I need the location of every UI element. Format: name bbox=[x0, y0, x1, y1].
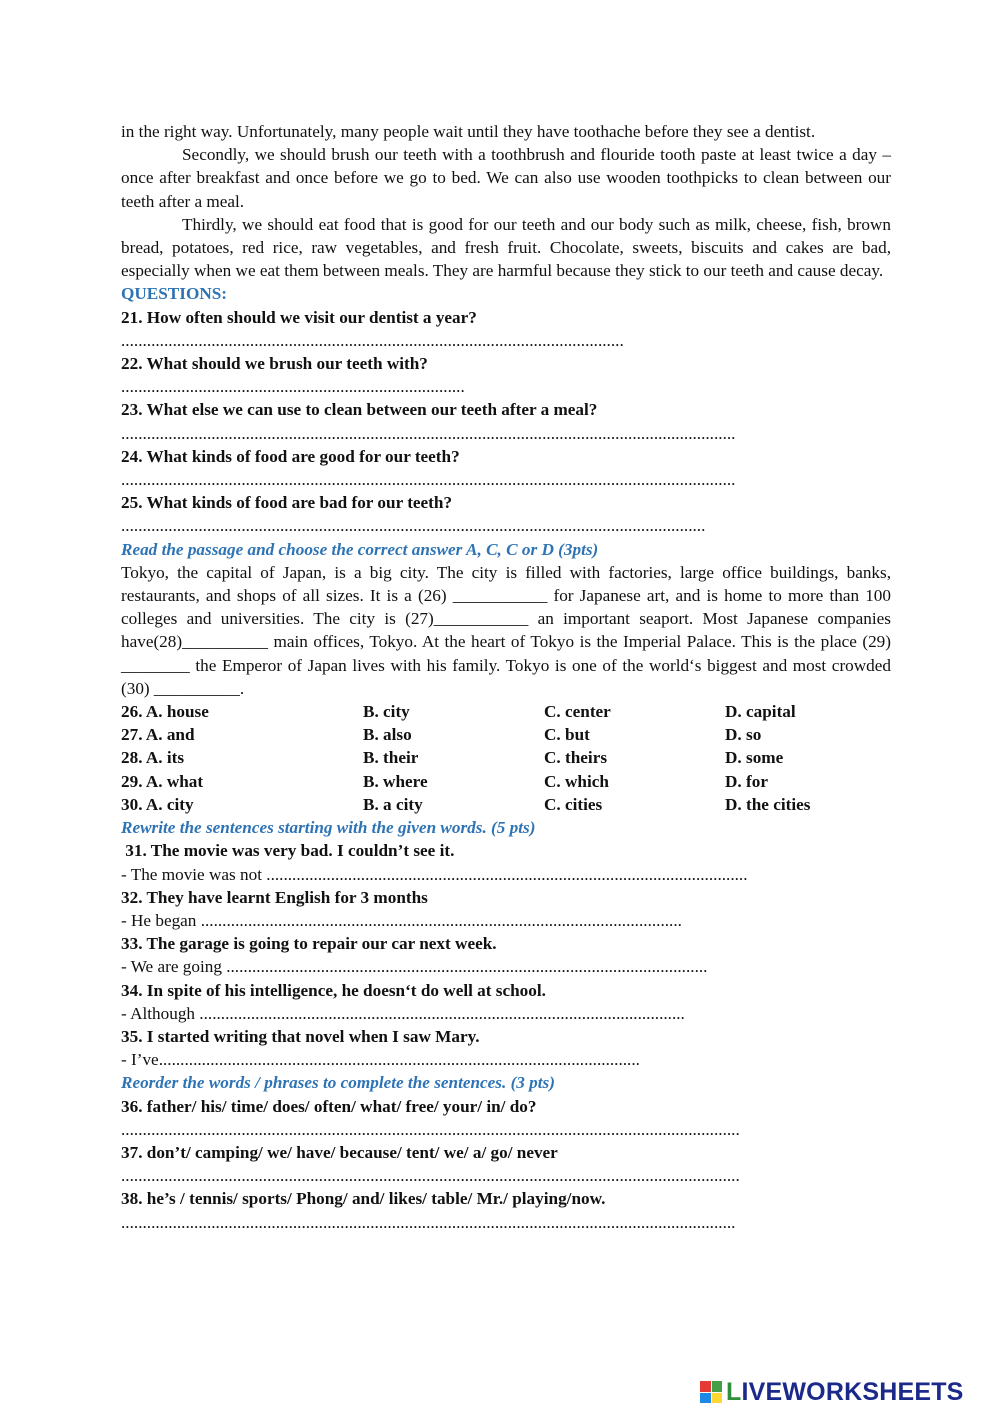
passage-paragraph-2: Secondly, we should brush our teeth with a toothbrush and flouride tooth paste at least twice a day – once after breakfast and once before we go to bed. We can also use wooden toothpicks to clean between our teeth after a meal. bbox=[121, 145, 891, 211]
answer-line[interactable]: ................................................................................ bbox=[121, 377, 465, 397]
option-a[interactable]: 29. A. what bbox=[121, 771, 204, 791]
reorder-prompt: 37. don’t/ camping/ we/ have/ because/ tent/ we/ a/ go/ never bbox=[121, 1142, 558, 1162]
logo-wordmark bbox=[726, 1378, 964, 1407]
reading-instruction: Read the passage and choose the correct answer A, C, C or D (3pts) bbox=[121, 539, 599, 559]
rewrite-prompt: 34. In spite of his intelligence, he doesn‘t do well at school. bbox=[121, 980, 546, 1000]
question-text: 25. What kinds of food are bad for our teeth? bbox=[121, 493, 453, 513]
rewrite-32 bbox=[121, 886, 891, 932]
liveworksheets-logo bbox=[700, 1378, 964, 1406]
option-c[interactable]: C. which bbox=[544, 771, 609, 791]
rewrite-answer-line[interactable]: - The movie was not ................................................................................................................ bbox=[121, 864, 748, 884]
rewrite-33 bbox=[121, 932, 891, 978]
option-a[interactable]: 27. A. and bbox=[121, 725, 195, 745]
logo-text: IVEWORKSHEETS bbox=[741, 1377, 964, 1406]
reorder-38 bbox=[121, 1187, 891, 1233]
reorder-prompt: 38. he’s / tennis/ sports/ Phong/ and/ likes/ table/ Mr./ playing/now. bbox=[121, 1189, 606, 1209]
option-b[interactable]: B. city bbox=[363, 702, 410, 722]
question-text: 21. How often should we visit our dentist a year? bbox=[121, 307, 477, 327]
options-row-30 bbox=[121, 793, 891, 816]
option-d[interactable]: D. for bbox=[725, 771, 768, 791]
option-d[interactable]: D. capital bbox=[725, 702, 796, 722]
reorder-answer-line[interactable]: ................................................................................................................................................ bbox=[121, 1166, 740, 1186]
option-c[interactable]: C. cities bbox=[544, 794, 603, 814]
rewrite-prompt: 33. The garage is going to repair our car next week. bbox=[121, 934, 497, 954]
question-text: 23. What else we can use to clean between our teeth after a meal? bbox=[121, 400, 598, 420]
rewrite-34 bbox=[121, 979, 891, 1025]
reorder-instruction: Reorder the words / phrases to complete the sentences. (3 pts) bbox=[121, 1073, 555, 1093]
reorder-37 bbox=[121, 1141, 891, 1187]
rewrite-answer-line[interactable]: - Although ................................................................................................................. bbox=[121, 1003, 685, 1023]
option-d[interactable]: D. so bbox=[725, 725, 762, 745]
option-b[interactable]: B. a city bbox=[363, 794, 423, 814]
option-c[interactable]: C. center bbox=[544, 702, 611, 722]
rewrite-31 bbox=[121, 839, 891, 885]
question-24 bbox=[121, 445, 891, 491]
question-23 bbox=[121, 398, 891, 444]
option-c[interactable]: C. theirs bbox=[544, 748, 608, 768]
rewrite-answer-line[interactable]: - We are going ................................................................................................................ bbox=[121, 957, 708, 977]
rewrite-prompt: 31. The movie was very bad. I couldn’t see it. bbox=[121, 841, 455, 861]
answer-line[interactable]: ........................................................................................................................................ bbox=[121, 516, 706, 536]
answer-line[interactable]: ..................................................................................................................... bbox=[121, 330, 624, 350]
option-d[interactable]: D. the cities bbox=[725, 794, 811, 814]
answer-line[interactable]: ............................................................................................................................................... bbox=[121, 423, 736, 443]
rewrite-prompt: 35. I started writing that novel when I saw Mary. bbox=[121, 1026, 480, 1046]
option-b[interactable]: B. their bbox=[363, 748, 419, 768]
worksheet-page bbox=[121, 120, 891, 1234]
question-text: 24. What kinds of food are good for our teeth? bbox=[121, 446, 460, 466]
option-a[interactable]: 28. A. its bbox=[121, 748, 185, 768]
reorder-answer-line[interactable]: ............................................................................................................................................... bbox=[121, 1212, 736, 1232]
option-b[interactable]: B. also bbox=[363, 725, 412, 745]
options-row-27 bbox=[121, 723, 891, 746]
option-b[interactable]: B. where bbox=[363, 771, 428, 791]
options-row-26 bbox=[121, 700, 891, 723]
logo-prefix: L bbox=[726, 1377, 742, 1406]
reorder-answer-line[interactable]: ................................................................................................................................................ bbox=[121, 1119, 740, 1139]
logo-mark-icon bbox=[700, 1381, 722, 1403]
question-text: 22. What should we brush our teeth with? bbox=[121, 354, 428, 374]
question-25 bbox=[121, 491, 891, 537]
logo-square-blue bbox=[700, 1393, 711, 1404]
logo-square-red bbox=[700, 1381, 711, 1392]
passage-paragraph-1: in the right way. Unfortunately, many people wait until they have toothache before they see a dentist. bbox=[121, 122, 816, 141]
rewrite-35 bbox=[121, 1025, 891, 1071]
tokyo-passage: Tokyo, the capital of Japan, is a big city. The city is filled with factories, large office buildings, banks, restaurants, and shops of all sizes. It is a (26) ___________ for Japanese art, and is home to more than 100 colleges and universities. The city is (27)___________ an important seaport. Most Japanese companies have(28)__________ main offices, Tokyo. At the heart of Tokyo is the Imperial Palace. This is the place (29) ________ the Emperor of Japan lives with his family. Tokyo is one of the world‘s biggest and most crowded (30) __________. bbox=[121, 562, 891, 698]
answer-line[interactable]: ............................................................................................................................................... bbox=[121, 470, 736, 490]
questions-heading: QUESTIONS: bbox=[121, 284, 228, 304]
options-row-29 bbox=[121, 770, 891, 793]
options-row-28 bbox=[121, 746, 891, 769]
option-a[interactable]: 30. A. city bbox=[121, 794, 194, 814]
reorder-36 bbox=[121, 1095, 891, 1141]
option-c[interactable]: C. but bbox=[544, 725, 590, 745]
passage-paragraph-3: Thirdly, we should eat food that is good for our teeth and our body such as milk, cheese, fish, brown bread, potatoes, red rice, raw vegetables, and fresh fruit. Chocolate, sweets, biscuits and cakes are bad, especially when we eat them between meals. They are harmful because they stick to our teeth and cause decay. bbox=[121, 214, 891, 281]
option-d[interactable]: D. some bbox=[725, 748, 784, 768]
reorder-prompt: 36. father/ his/ time/ does/ often/ what/ free/ your/ in/ do? bbox=[121, 1096, 537, 1116]
option-a[interactable]: 26. A. house bbox=[121, 702, 209, 722]
rewrite-answer-line[interactable]: - He began ................................................................................................................ bbox=[121, 910, 682, 930]
logo-square-green bbox=[712, 1381, 723, 1392]
rewrite-prompt: 32. They have learnt English for 3 months bbox=[121, 887, 428, 907]
question-21 bbox=[121, 306, 891, 352]
question-22 bbox=[121, 352, 891, 398]
rewrite-answer-line[interactable]: - I’ve................................................................................................................ bbox=[121, 1050, 640, 1070]
logo-square-yellow bbox=[712, 1393, 723, 1404]
rewrite-instruction: Rewrite the sentences starting with the given words. (5 pts) bbox=[121, 818, 536, 838]
